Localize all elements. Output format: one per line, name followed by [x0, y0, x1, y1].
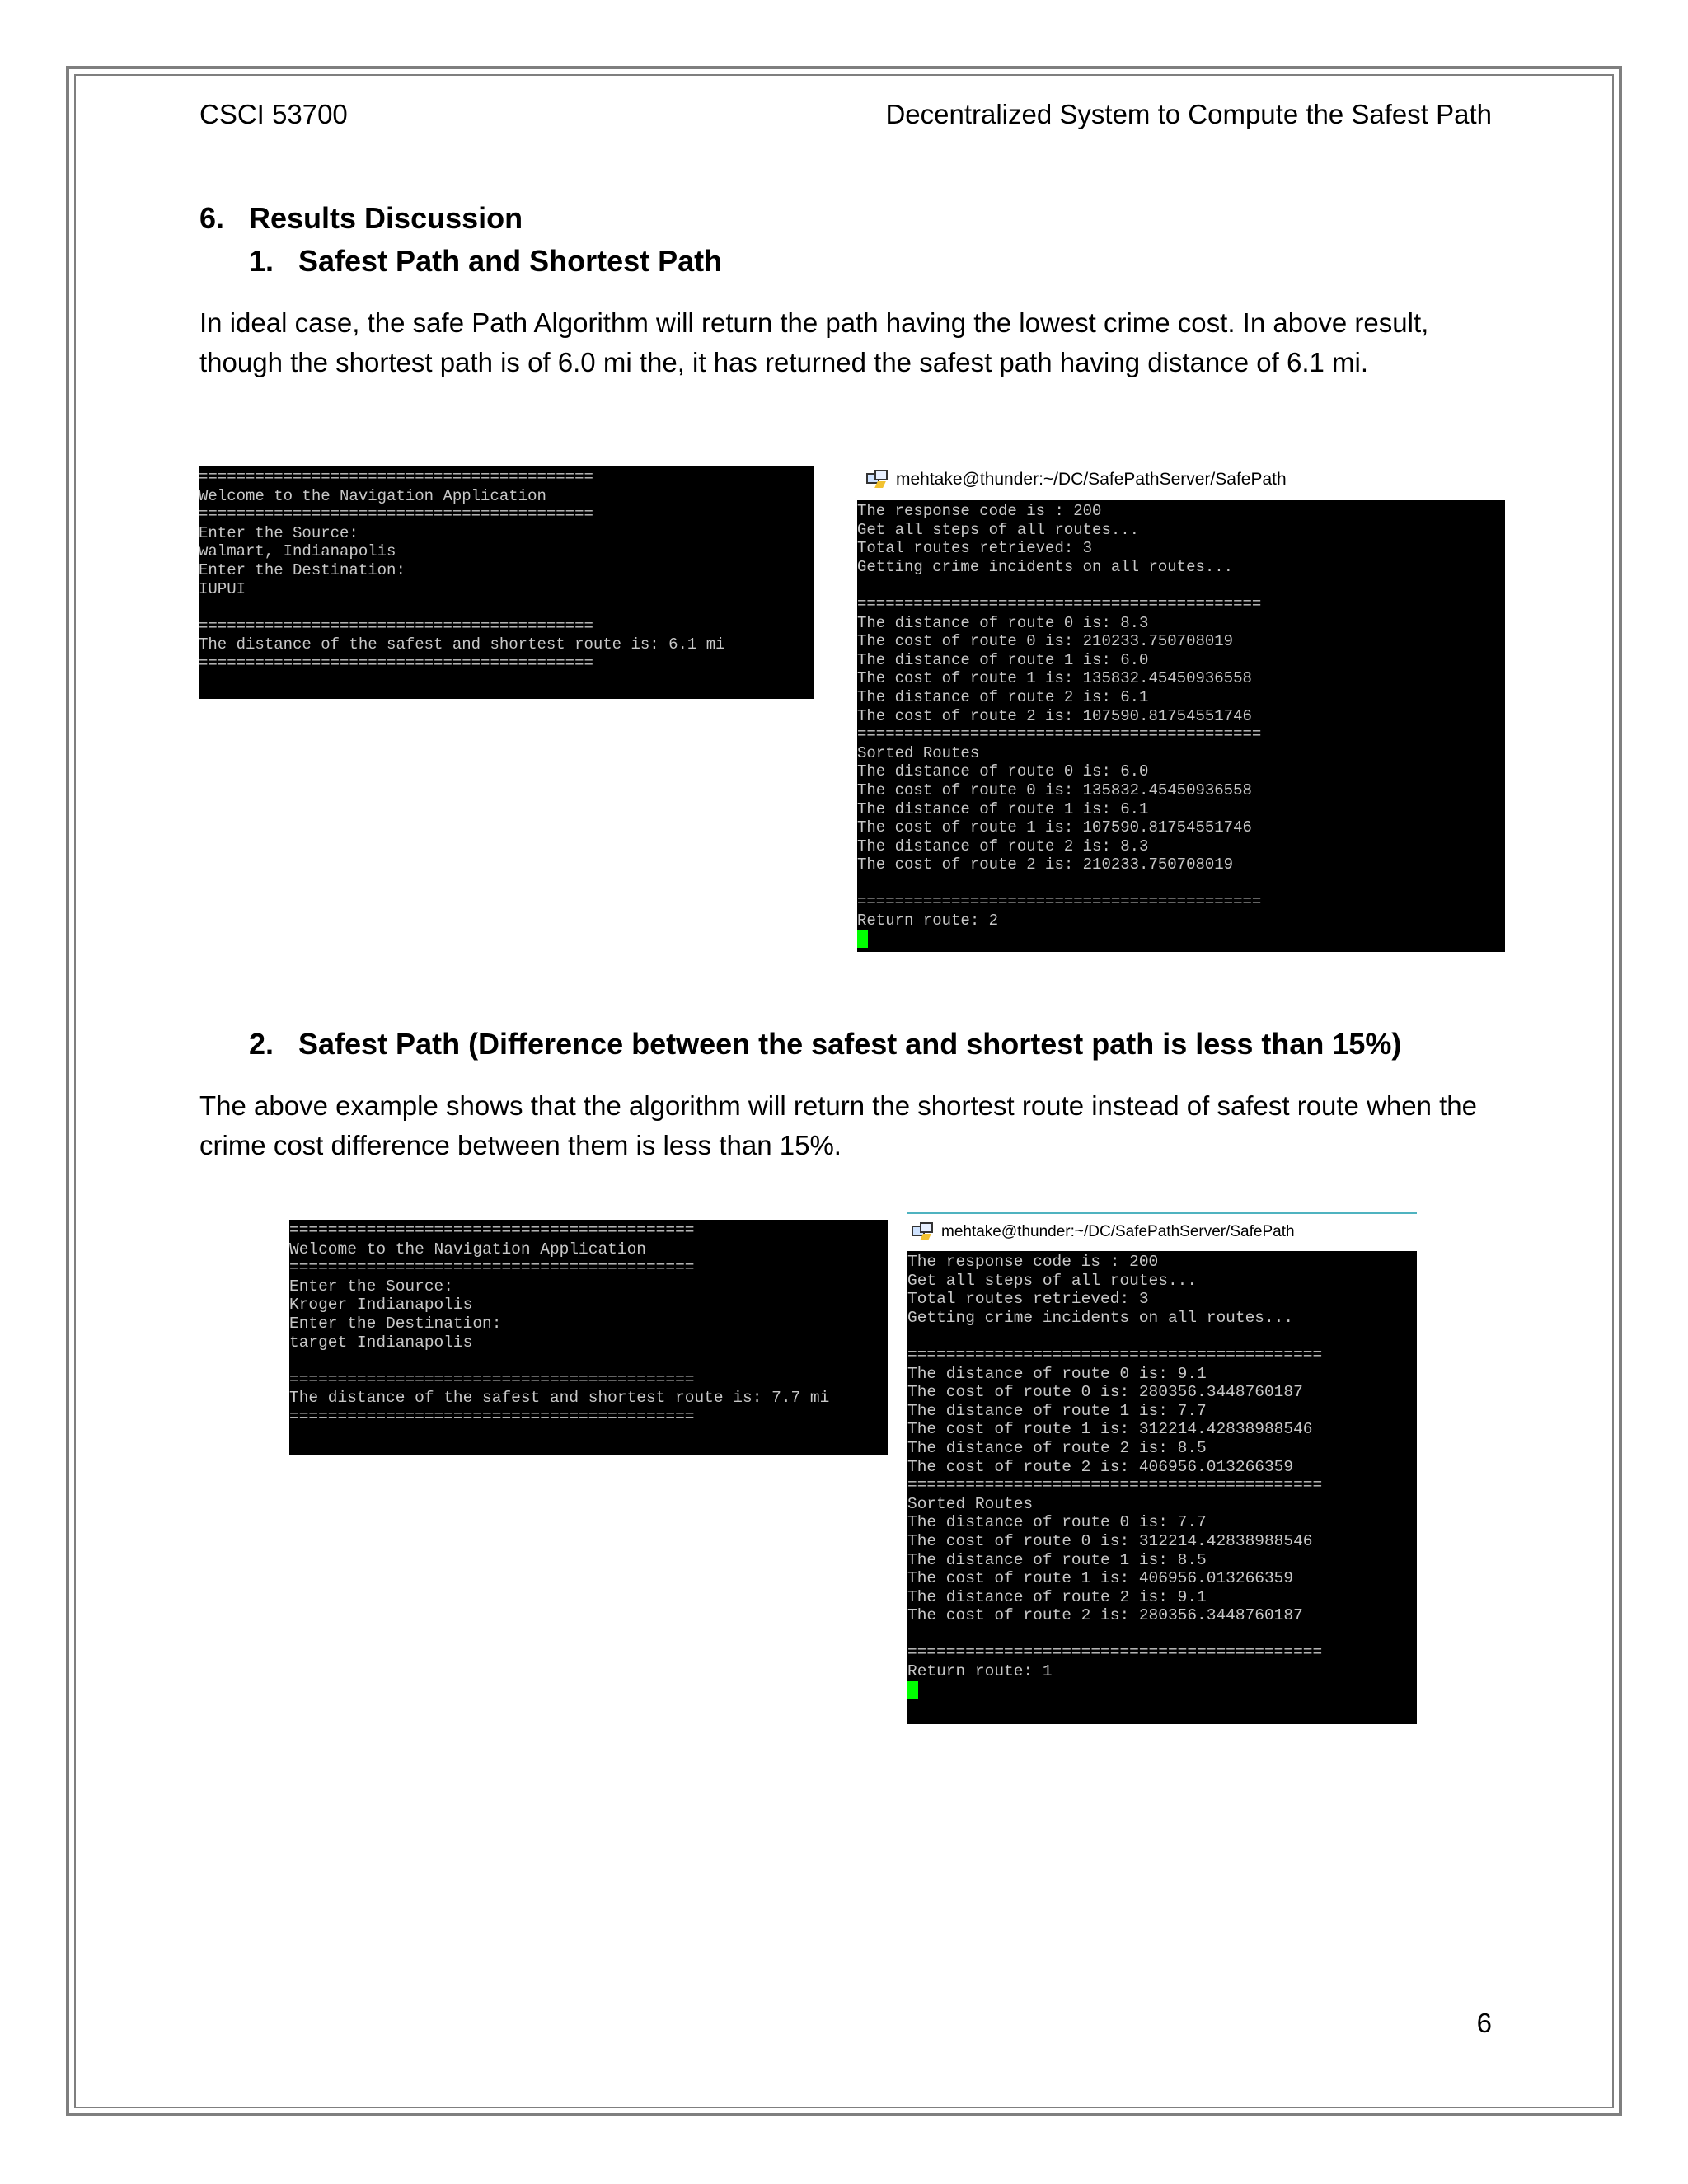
server1-window-title	[866, 470, 1287, 490]
terminal-line: Kroger Indianapolis	[289, 1296, 473, 1315]
header-title: Decentralized System to Compute the Safest Path	[885, 99, 1492, 129]
terminal-line: ==========================================	[199, 505, 593, 524]
terminal-line	[907, 1327, 1417, 1346]
terminal-line	[857, 576, 1505, 595]
terminal-line: ===========================================	[907, 1476, 1323, 1495]
terminal-line: The cost of route 1 is: 312214.42838988546	[907, 1420, 1313, 1439]
server2-window-title	[912, 1222, 1295, 1242]
terminal-line: Enter the Source:	[199, 523, 359, 542]
terminal-line: ===========================================	[857, 594, 1262, 613]
terminal-line: The cost of route 2 is: 210233.750708019	[857, 855, 1234, 874]
server1-terminal	[857, 500, 1505, 952]
terminal-line: The cost of route 2 is: 280356.3448760187	[907, 1606, 1303, 1625]
terminal-line: The cost of route 0 is: 135832.45450936558	[857, 780, 1252, 799]
terminal-line: walmart, Indianapolis	[199, 542, 396, 561]
terminal-line: The distance of the safest and shortest route is: 7.7 mi	[289, 1389, 830, 1408]
terminal-cursor-line	[857, 930, 1505, 949]
terminal-line: Sorted Routes	[857, 743, 980, 762]
terminal-line: ===========================================	[857, 725, 1262, 744]
terminal-line: The cost of route 1 is: 107590.81754551746	[857, 818, 1252, 837]
putty-icon	[866, 470, 889, 490]
terminal-line: Get all steps of all routes...	[907, 1271, 1198, 1290]
terminal-line: The cost of route 1 is: 135832.45450936558	[857, 669, 1252, 688]
terminal-line: Return route: 2	[857, 912, 999, 930]
terminal-line: Getting crime incidents on all routes...	[857, 557, 1234, 576]
terminal-line: ===========================================	[857, 893, 1262, 912]
terminal-cursor-line	[907, 1681, 1417, 1700]
terminal-line: ===========================================	[907, 1345, 1323, 1364]
section-number: 6.	[199, 201, 225, 235]
terminal-line: The distance of the safest and shortest route is: 6.1 mi	[199, 635, 725, 654]
terminal-line: The cost of route 2 is: 107590.81754551746	[857, 706, 1252, 725]
terminal-line	[857, 874, 1505, 893]
terminal-cursor	[857, 930, 868, 948]
section-title: Results Discussion	[249, 201, 523, 235]
terminal-line: The cost of route 2 is: 406956.013266359	[907, 1457, 1294, 1476]
terminal-line: ==========================================	[199, 468, 593, 486]
terminal-line	[199, 598, 814, 617]
terminal-line: The cost of route 0 is: 312214.42838988546	[907, 1531, 1313, 1550]
putty-icon	[912, 1222, 935, 1242]
server2-title-text: mehtake@thunder:~/DC/SafePathServer/SafePath	[941, 1223, 1295, 1240]
terminal-cursor	[907, 1681, 918, 1699]
terminal-line: The distance of route 0 is: 6.0	[857, 762, 1149, 781]
server2-terminal	[907, 1251, 1417, 1724]
terminal-line	[289, 1352, 888, 1371]
page-number: 6	[1476, 2008, 1492, 2038]
terminal-line: The distance of route 1 is: 7.7	[907, 1401, 1207, 1420]
server1-title-text: mehtake@thunder:~/DC/SafePathServer/SafePath	[896, 470, 1287, 489]
subsection1-heading	[249, 244, 722, 279]
terminal-line: ==========================================	[289, 1370, 695, 1389]
terminal-line	[907, 1625, 1417, 1644]
terminal-line: Getting crime incidents on all routes...	[907, 1308, 1294, 1327]
terminal-line: IUPUI	[199, 579, 246, 598]
terminal-line: Enter the Source:	[289, 1277, 453, 1296]
terminal-line: Sorted Routes	[907, 1494, 1034, 1513]
terminal-line: target Indianapolis	[289, 1333, 473, 1352]
terminal-line: ==========================================	[199, 654, 593, 673]
header-course: CSCI 53700	[199, 99, 348, 129]
terminal-line: ==========================================	[289, 1407, 695, 1426]
subsection2-title: Safest Path (Difference between the safest and shortest path is less than 15%)	[298, 1027, 1402, 1061]
terminal-line: Enter the Destination:	[289, 1314, 502, 1333]
terminal-line: Get all steps of all routes...	[857, 520, 1140, 539]
terminal-line: Return route: 1	[907, 1662, 1053, 1681]
client1-terminal	[199, 466, 814, 699]
terminal-line: The response code is : 200	[857, 502, 1102, 520]
terminal-line: The distance of route 0 is: 7.7	[907, 1513, 1207, 1532]
terminal-line: The cost of route 0 is: 210233.750708019	[857, 632, 1234, 651]
subsection2-number: 2.	[249, 1027, 274, 1061]
client2-terminal	[289, 1220, 888, 1455]
terminal-line: Enter the Destination:	[199, 560, 406, 579]
terminal-line: ==========================================	[289, 1221, 695, 1240]
terminal-line: The distance of route 1 is: 6.0	[857, 650, 1149, 669]
terminal-line: The response code is : 200	[907, 1253, 1159, 1271]
subsection2-heading	[249, 1027, 1401, 1062]
terminal-line: The distance of route 0 is: 9.1	[907, 1364, 1207, 1383]
subsection1-title: Safest Path and Shortest Path	[298, 244, 723, 278]
terminal-line: Total routes retrieved: 3	[907, 1290, 1149, 1309]
terminal-line: ==========================================	[289, 1258, 695, 1277]
terminal-line: The distance of route 0 is: 8.3	[857, 613, 1149, 632]
terminal-line: Total routes retrieved: 3	[857, 539, 1093, 558]
terminal-line: The distance of route 2 is: 9.1	[907, 1587, 1207, 1606]
subsection1-number: 1.	[249, 244, 274, 278]
terminal-line: Welcome to the Navigation Application	[289, 1240, 646, 1258]
terminal-line: The distance of route 1 is: 6.1	[857, 799, 1149, 818]
terminal-line: The distance of route 2 is: 6.1	[857, 687, 1149, 706]
terminal-line: The distance of route 2 is: 8.3	[857, 837, 1149, 855]
terminal-line: Welcome to the Navigation Application	[199, 486, 546, 505]
subsection2-paragraph: The above example shows that the algorithm will return the shortest route instead of safest route when the crime cost difference between them is less than 15%.	[199, 1090, 1478, 1160]
section-heading	[199, 201, 523, 236]
terminal-line: ==========================================	[199, 616, 593, 635]
terminal-line: ===========================================	[907, 1643, 1323, 1662]
subsection1-paragraph: In ideal case, the safe Path Algorithm will return the path having the lowest crime cost. In above result, though the shortest path is of 6.0 mi the, it has returned the safest path having distance of 6.1 mi.	[199, 307, 1429, 377]
terminal-line: The distance of route 2 is: 8.5	[907, 1438, 1207, 1457]
terminal-line: The distance of route 1 is: 8.5	[907, 1550, 1207, 1569]
terminal-line: The cost of route 1 is: 406956.013266359	[907, 1569, 1294, 1588]
server2-window-edge	[907, 1212, 1417, 1214]
terminal-line: The cost of route 0 is: 280356.3448760187	[907, 1383, 1303, 1402]
